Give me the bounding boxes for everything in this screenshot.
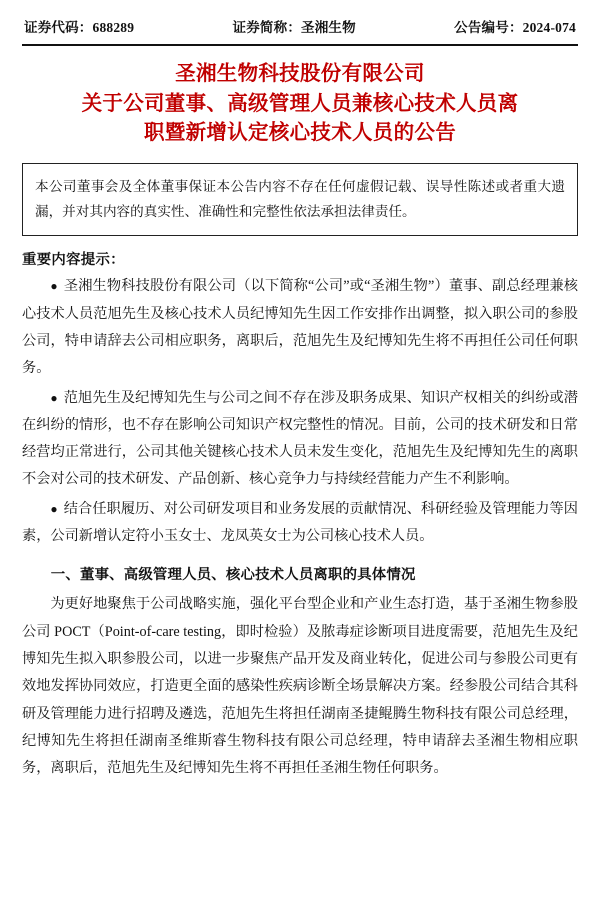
announcement-number [454,16,576,36]
section-one-paragraph: 为更好地聚焦于公司战略实施，强化平台型企业和产业生态打造，基于圣湘生物参股公司 POCT（Point-of-care testing，即时检验）及脓毒症诊断项目进度需要，范旭先生及纪博知先生拟入职参股公司，以进一步聚焦产品开发及商业转化，促进公司与参股公司更有效地发挥协同效应，打造更全面的感染性疾病诊断全场景解决方案。经参股公司结合其科研及管理能力进行招聘及遴选，范旭先生将担任湖南圣捷鲲腾生物科技有限公司总经理，纪博知先生将担任湖南圣维斯睿生物科技有限公司总经理，特申请辞去圣湘生物相应职务，离职后，范旭先生及纪博知先生将不再担任圣湘生物任何职务。 [22,596,578,777]
security-abbreviation [233,16,356,36]
bullet-icon: ● [50,390,58,405]
important-tip-text-2: 范旭先生及纪博知先生与公司之间不存在涉及职务成果、知识产权相关的纠纷或潜在纠纷的情形，也不存在影响公司知识产权完整性的情况。目前，公司的技术研发和日常经营均正常进行，公司其他关键核心技术人员未发生变化，范旭先生及纪博知先生的离职不会对公司的技术研发、产品创新、核心竞争力与持续经营能力产生不利影响。 [22,389,578,488]
section-one-heading: 一、董事、高级管理人员、核心技术人员离职的具体情况 [50,567,416,584]
document-header [22,16,578,44]
page-title [22,60,578,149]
bullet-icon: ● [50,279,58,294]
page-title-line-1: 圣湘生物科技股份有限公司 [175,63,425,85]
security-abbreviation-label: 证券简称： [232,20,302,35]
important-tip-text-1: 圣湘生物科技股份有限公司（以下简称“公司”或“圣湘生物”）董事、副总经理兼核心技术人员范旭先生及核心技术人员纪博知先生因工作安排作出调整，拟入职公司的参股公司，特申请辞去公司相应职务，离职后，范旭先生及纪博知先生将不再担任公司任何职务。 [22,278,578,377]
important-tip-item-3 [22,496,578,551]
security-code-label: 证券代码： [24,20,93,35]
announcement-number-value: 2024-074 [522,20,576,35]
header-divider [22,44,578,46]
important-tip-text-3: 结合任职履历、对公司研发项目和业务发展的贡献情况、科研经验及管理能力等因素，公司新增认定符小玉女士、龙凤英女士为公司核心技术人员。 [22,500,578,544]
important-tips-heading: 重要内容提示： [22,252,125,269]
security-code [24,16,134,36]
announcement-number-label: 公告编号： [454,20,523,35]
disclaimer-box [22,163,578,236]
page-title-line-3: 职暨新增认定核心技术人员的公告 [144,122,456,145]
disclaimer-text: 本公司董事会及全体董事保证本公告内容不存在任何虚假记载、误导性陈述或者重大遗漏，并对其内容的真实性、准确性和完整性依法承担法律责任。 [35,179,565,220]
bullet-icon: ● [50,501,58,516]
security-code-value: 688289 [92,20,135,35]
important-tip-item-1 [22,273,578,382]
security-abbreviation-value: 圣湘生物 [301,20,356,35]
important-tip-item-2 [22,385,578,494]
page-title-line-2: 关于公司董事、高级管理人员兼核心技术人员离 [81,92,519,115]
